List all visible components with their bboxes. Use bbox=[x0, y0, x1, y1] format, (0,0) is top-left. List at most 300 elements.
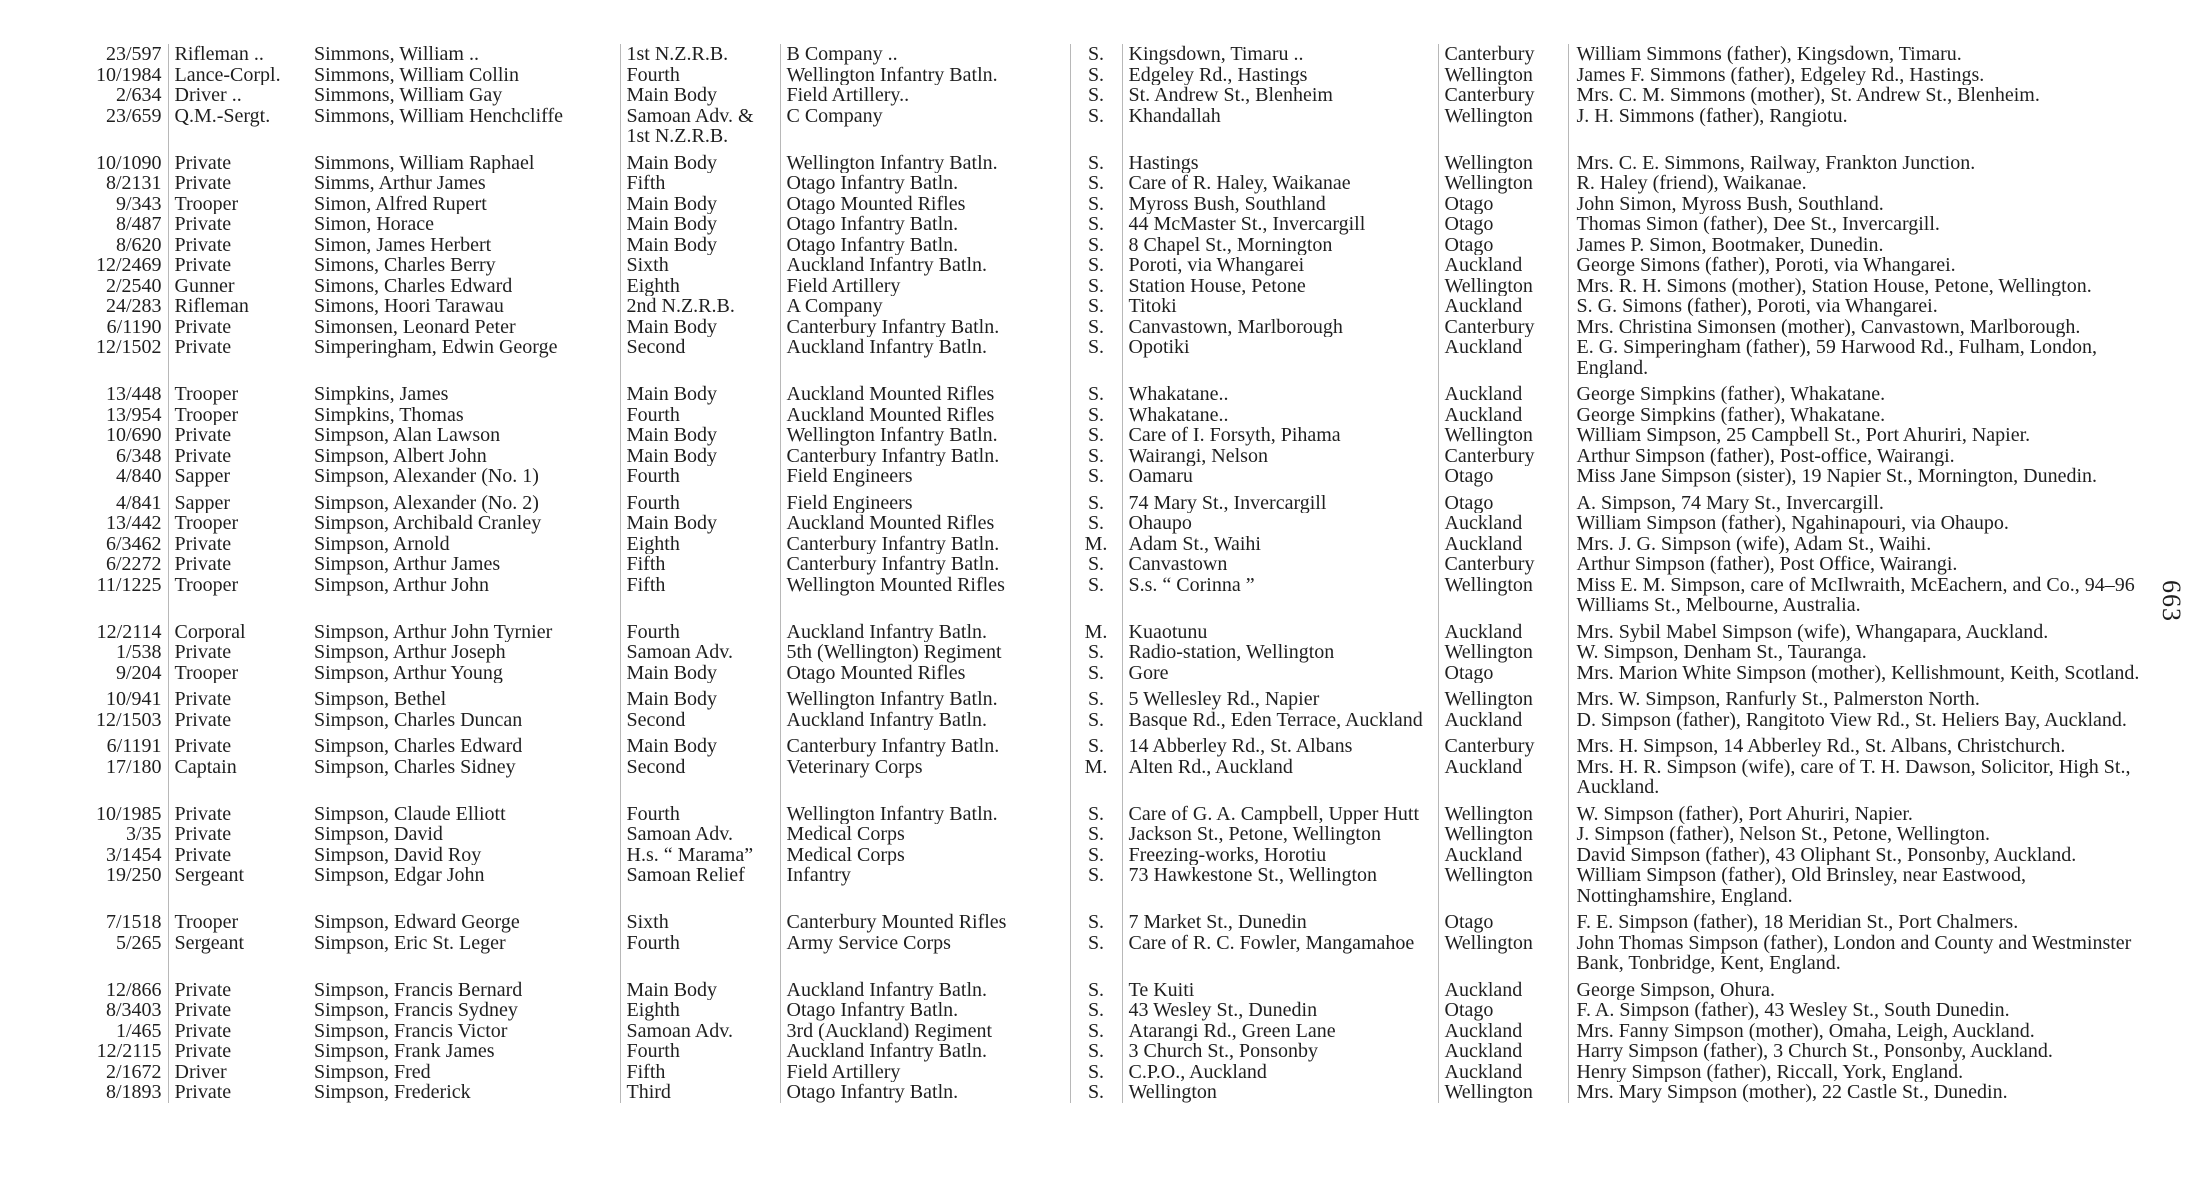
last-address: Kuaotunu bbox=[1122, 616, 1438, 643]
regimental-number: 3/35 bbox=[125, 824, 162, 845]
last-address: Care of I. Forsyth, Pihama bbox=[1122, 425, 1438, 446]
unit: Medical Corps bbox=[780, 824, 1070, 845]
draft: Main Body bbox=[620, 194, 780, 215]
district: Wellington bbox=[1438, 865, 1568, 906]
soldier-name: Simpson, Francis Bernard bbox=[314, 978, 523, 1000]
regimental-number: 4/841 bbox=[115, 491, 162, 513]
soldier-name: Simpson, Archibald Cranley bbox=[314, 513, 542, 534]
rank: Lance-Corpl. bbox=[168, 65, 308, 86]
marital-status: S. bbox=[1070, 554, 1122, 575]
last-address: Khandallah bbox=[1122, 106, 1438, 147]
soldier-name: Simpson, Arnold bbox=[314, 533, 450, 554]
last-address: 3 Church St., Ponsonby bbox=[1122, 1041, 1438, 1062]
district: Auckland bbox=[1438, 296, 1568, 317]
unit: Field Artillery bbox=[780, 1062, 1070, 1083]
unit: Auckland Infantry Batln. bbox=[780, 1041, 1070, 1062]
next-of-kin: Miss Jane Simpson (sister), 19 Napier St., Mornington, Dunedin. bbox=[1568, 466, 2142, 487]
regimental-number: 2/634 bbox=[115, 85, 162, 106]
unit: Wellington Infantry Batln. bbox=[780, 147, 1070, 174]
district: Wellington bbox=[1438, 173, 1568, 194]
draft: Eighth bbox=[620, 276, 780, 297]
regimental-number: 6/3462 bbox=[105, 533, 162, 554]
next-of-kin: R. Haley (friend), Waikanae. bbox=[1568, 173, 2142, 194]
next-of-kin: Mrs. J. G. Simpson (wife), Adam St., Waihi. bbox=[1568, 534, 2142, 555]
soldier-name: Simons, Charles Edward bbox=[314, 275, 513, 296]
regimental-number: 12/2114 bbox=[96, 620, 162, 642]
last-address: S.s. “ Corinna ” bbox=[1122, 575, 1438, 616]
marital-status: S. bbox=[1070, 513, 1122, 534]
soldier-name: Simpson, Arthur John bbox=[314, 574, 490, 596]
last-address: Adam St., Waihi bbox=[1122, 534, 1438, 555]
marital-status: S. bbox=[1070, 173, 1122, 194]
unit: Auckland Mounted Rifles bbox=[780, 513, 1070, 534]
draft: Sixth bbox=[620, 906, 780, 933]
unit: Auckland Infantry Batln. bbox=[780, 255, 1070, 276]
draft: 1st N.Z.R.B. bbox=[620, 44, 780, 65]
regimental-number: 8/1893 bbox=[105, 1082, 162, 1103]
rank: Private bbox=[168, 337, 308, 378]
unit: 5th (Wellington) Regiment bbox=[780, 642, 1070, 663]
soldier-name: Simons, Hoori Tarawau bbox=[314, 296, 504, 317]
draft: Fourth bbox=[620, 466, 780, 487]
district: Wellington bbox=[1438, 106, 1568, 147]
draft: Second bbox=[620, 337, 780, 378]
marital-status: S. bbox=[1070, 1000, 1122, 1021]
marital-status: S. bbox=[1070, 1062, 1122, 1083]
table-row bbox=[52, 710, 2142, 731]
marital-status: S. bbox=[1070, 147, 1122, 174]
next-of-kin: Thomas Simon (father), Dee St., Invercargill. bbox=[1568, 214, 2142, 235]
marital-status: S. bbox=[1070, 296, 1122, 317]
table-row bbox=[52, 425, 2142, 446]
next-of-kin: Mrs. H. Simpson, 14 Abberley Rd., St. Albans, Christchurch. bbox=[1568, 730, 2142, 757]
rank: Private bbox=[168, 730, 308, 757]
last-address: Gore bbox=[1122, 663, 1438, 684]
last-address: Hastings bbox=[1122, 147, 1438, 174]
table-row bbox=[52, 405, 2142, 426]
district: Auckland bbox=[1438, 974, 1568, 1001]
rank: Private bbox=[168, 446, 308, 467]
next-of-kin: James P. Simon, Bootmaker, Dunedin. bbox=[1568, 235, 2142, 256]
regimental-number: 10/1090 bbox=[95, 151, 162, 173]
next-of-kin: George Simpson, Ohura. bbox=[1568, 974, 2142, 1001]
next-of-kin: John Thomas Simpson (father), London and County and Westminster Bank, Tonbridge, Kent, England. bbox=[1568, 933, 2142, 974]
next-of-kin: A. Simpson, 74 Mary St., Invercargill. bbox=[1568, 487, 2142, 514]
last-address: Kingsdown, Timaru .. bbox=[1122, 44, 1438, 65]
draft: Main Body bbox=[620, 85, 780, 106]
marital-status: S. bbox=[1070, 65, 1122, 86]
rank: Trooper bbox=[168, 906, 308, 933]
unit: Otago Infantry Batln. bbox=[780, 1082, 1070, 1103]
rank: Private bbox=[168, 824, 308, 845]
last-address: 14 Abberley Rd., St. Albans bbox=[1122, 730, 1438, 757]
last-address: Care of G. A. Campbell, Upper Hutt bbox=[1122, 798, 1438, 825]
last-address: Te Kuiti bbox=[1122, 974, 1438, 1001]
draft: Fifth bbox=[620, 1062, 780, 1083]
unit: Veterinary Corps bbox=[780, 757, 1070, 798]
rank: Private bbox=[168, 642, 308, 663]
unit: Field Engineers bbox=[780, 466, 1070, 487]
soldier-name: Simpson, Arthur James bbox=[314, 554, 501, 575]
district: Otago bbox=[1438, 235, 1568, 256]
draft: 2nd N.Z.R.B. bbox=[620, 296, 780, 317]
table-row bbox=[52, 446, 2142, 467]
marital-status: S. bbox=[1070, 575, 1122, 616]
district: Wellington bbox=[1438, 642, 1568, 663]
unit: Otago Infantry Batln. bbox=[780, 1000, 1070, 1021]
unit: Canterbury Infantry Batln. bbox=[780, 554, 1070, 575]
unit: 3rd (Auckland) Regiment bbox=[780, 1021, 1070, 1042]
district: Wellington bbox=[1438, 933, 1568, 974]
soldier-name: Simonsen, Leonard Peter bbox=[314, 316, 516, 337]
last-address: C.P.O., Auckland bbox=[1122, 1062, 1438, 1083]
rank: Trooper bbox=[168, 575, 308, 616]
marital-status: M. bbox=[1070, 757, 1122, 798]
regimental-number: 1/538 bbox=[115, 642, 162, 663]
district: Otago bbox=[1438, 466, 1568, 487]
soldier-name: Simpson, David Roy bbox=[314, 844, 482, 865]
last-address: Ohaupo bbox=[1122, 513, 1438, 534]
last-address: Alten Rd., Auckland bbox=[1122, 757, 1438, 798]
next-of-kin: F. E. Simpson (father), 18 Meridian St., Port Chalmers. bbox=[1568, 906, 2142, 933]
district: Auckland bbox=[1438, 255, 1568, 276]
roll-body bbox=[52, 44, 2142, 1103]
regimental-number: 13/954 bbox=[105, 404, 162, 425]
marital-status: S. bbox=[1070, 317, 1122, 338]
draft: Fifth bbox=[620, 554, 780, 575]
draft: Fourth bbox=[620, 65, 780, 86]
table-row bbox=[52, 1021, 2142, 1042]
last-address: Opotiki bbox=[1122, 337, 1438, 378]
soldier-name: Simpson, Claude Elliott bbox=[314, 802, 506, 824]
table-row bbox=[52, 554, 2142, 575]
next-of-kin: William Simpson, 25 Campbell St., Port Ahuriri, Napier. bbox=[1568, 425, 2142, 446]
last-address: Oamaru bbox=[1122, 466, 1438, 487]
soldier-name: Simpson, Charles Edward bbox=[314, 735, 523, 757]
rank: Trooper bbox=[168, 663, 308, 684]
unit: Medical Corps bbox=[780, 845, 1070, 866]
rank: Rifleman bbox=[168, 296, 308, 317]
table-row bbox=[52, 1000, 2142, 1021]
unit: Canterbury Infantry Batln. bbox=[780, 730, 1070, 757]
marital-status: S. bbox=[1070, 933, 1122, 974]
last-address: 7 Market St., Dunedin bbox=[1122, 906, 1438, 933]
marital-status: S. bbox=[1070, 906, 1122, 933]
district: Canterbury bbox=[1438, 317, 1568, 338]
marital-status: S. bbox=[1070, 487, 1122, 514]
rank: Private bbox=[168, 1021, 308, 1042]
soldier-name: Simon, Alfred Rupert bbox=[314, 193, 487, 214]
rank: Private bbox=[168, 1082, 308, 1103]
marital-status: S. bbox=[1070, 446, 1122, 467]
soldier-name: Simpson, Charles Sidney bbox=[314, 756, 516, 778]
rank: Private bbox=[168, 683, 308, 710]
table-row bbox=[52, 616, 2142, 643]
district: Wellington bbox=[1438, 824, 1568, 845]
next-of-kin: Mrs. C. E. Simmons, Railway, Frankton Junction. bbox=[1568, 147, 2142, 174]
soldier-name: Simpson, Bethel bbox=[314, 688, 447, 710]
soldier-name: Simpson, Francis Victor bbox=[314, 1020, 508, 1041]
rank: Sergeant bbox=[168, 933, 308, 974]
marital-status: S. bbox=[1070, 466, 1122, 487]
soldier-name: Simpson, Edward George bbox=[314, 911, 520, 933]
table-row bbox=[52, 534, 2142, 555]
regimental-number: 6/348 bbox=[115, 445, 162, 466]
draft: Third bbox=[620, 1082, 780, 1103]
unit: Canterbury Infantry Batln. bbox=[780, 446, 1070, 467]
regimental-number: 1/465 bbox=[115, 1020, 162, 1041]
draft: H.s. “ Marama” bbox=[620, 845, 780, 866]
rank: Trooper bbox=[168, 194, 308, 215]
next-of-kin: Mrs. Fanny Simpson (mother), Omaha, Leigh, Auckland. bbox=[1568, 1021, 2142, 1042]
marital-status: S. bbox=[1070, 1041, 1122, 1062]
marital-status: S. bbox=[1070, 255, 1122, 276]
soldier-name: Simpkins, Thomas bbox=[314, 404, 464, 425]
table-row bbox=[52, 1082, 2142, 1103]
marital-status: S. bbox=[1070, 798, 1122, 825]
last-address: Canvastown, Marlborough bbox=[1122, 317, 1438, 338]
last-address: Atarangi Rd., Green Lane bbox=[1122, 1021, 1438, 1042]
regimental-number: 10/1985 bbox=[95, 802, 162, 824]
district: Auckland bbox=[1438, 405, 1568, 426]
table-row bbox=[52, 317, 2142, 338]
soldier-name: Simon, Horace bbox=[314, 214, 434, 235]
rank: Driver bbox=[168, 1062, 308, 1083]
table-row bbox=[52, 487, 2142, 514]
next-of-kin: George Simons (father), Poroti, via Whangarei. bbox=[1568, 255, 2142, 276]
last-address: Poroti, via Whangarei bbox=[1122, 255, 1438, 276]
next-of-kin: Henry Simpson (father), Riccall, York, England. bbox=[1568, 1062, 2142, 1083]
next-of-kin: Harry Simpson (father), 3 Church St., Ponsonby, Auckland. bbox=[1568, 1041, 2142, 1062]
marital-status: S. bbox=[1070, 425, 1122, 446]
draft: Fourth bbox=[620, 1041, 780, 1062]
marital-status: S. bbox=[1070, 683, 1122, 710]
table-row bbox=[52, 824, 2142, 845]
rank: Private bbox=[168, 554, 308, 575]
marital-status: S. bbox=[1070, 1082, 1122, 1103]
last-address: 73 Hawkestone St., Wellington bbox=[1122, 865, 1438, 906]
soldier-name: Simons, Charles Berry bbox=[314, 255, 496, 276]
district: Otago bbox=[1438, 663, 1568, 684]
unit: Wellington Infantry Batln. bbox=[780, 798, 1070, 825]
table-row bbox=[52, 933, 2142, 974]
district: Wellington bbox=[1438, 798, 1568, 825]
table-row bbox=[52, 85, 2142, 106]
unit: C Company bbox=[780, 106, 1070, 147]
regimental-number: 13/442 bbox=[105, 513, 162, 534]
regimental-number: 24/283 bbox=[105, 296, 162, 317]
draft: Main Body bbox=[620, 663, 780, 684]
regimental-number: 4/840 bbox=[115, 466, 162, 487]
table-row bbox=[52, 974, 2142, 1001]
regimental-number: 8/487 bbox=[115, 214, 162, 235]
nominal-roll-table bbox=[52, 44, 2142, 1103]
table-row bbox=[52, 730, 2142, 757]
table-row bbox=[52, 378, 2142, 405]
last-address: 8 Chapel St., Mornington bbox=[1122, 235, 1438, 256]
marital-status: S. bbox=[1070, 378, 1122, 405]
next-of-kin: Mrs. Christina Simonsen (mother), Canvastown, Marlborough. bbox=[1568, 317, 2142, 338]
regimental-number: 19/250 bbox=[105, 865, 162, 886]
district: Auckland bbox=[1438, 845, 1568, 866]
rank: Private bbox=[168, 147, 308, 174]
draft: Main Body bbox=[620, 317, 780, 338]
soldier-name: Simpson, Francis Sydney bbox=[314, 1000, 518, 1021]
unit: Canterbury Infantry Batln. bbox=[780, 534, 1070, 555]
draft: Main Body bbox=[620, 730, 780, 757]
soldier-name: Simpson, Eric St. Leger bbox=[314, 932, 506, 954]
rank: Private bbox=[168, 255, 308, 276]
next-of-kin: James F. Simmons (father), Edgeley Rd., Hastings. bbox=[1568, 65, 2142, 86]
unit: Otago Infantry Batln. bbox=[780, 235, 1070, 256]
marital-status: S. bbox=[1070, 214, 1122, 235]
regimental-number: 13/448 bbox=[105, 383, 162, 405]
soldier-name: Simmons, William Collin bbox=[314, 64, 519, 85]
unit: Auckland Infantry Batln. bbox=[780, 710, 1070, 731]
regimental-number: 6/1191 bbox=[106, 735, 162, 757]
soldier-name: Simon, James Herbert bbox=[314, 234, 492, 255]
soldier-name: Simpson, Arthur Joseph bbox=[314, 642, 506, 663]
district: Otago bbox=[1438, 487, 1568, 514]
marital-status: S. bbox=[1070, 276, 1122, 297]
rank: Private bbox=[168, 534, 308, 555]
table-row bbox=[52, 1062, 2142, 1083]
draft: Fifth bbox=[620, 575, 780, 616]
district: Auckland bbox=[1438, 757, 1568, 798]
soldier-name: Simpson, Frederick bbox=[314, 1082, 471, 1103]
unit: Wellington Infantry Batln. bbox=[780, 425, 1070, 446]
table-row bbox=[52, 147, 2142, 174]
soldier-name: Simpson, Arthur John Tyrnier bbox=[314, 620, 553, 642]
draft: Fourth bbox=[620, 405, 780, 426]
last-address: Whakatane.. bbox=[1122, 405, 1438, 426]
table-row bbox=[52, 663, 2142, 684]
next-of-kin: W. Simpson (father), Port Ahuriri, Napier. bbox=[1568, 798, 2142, 825]
table-row bbox=[52, 642, 2142, 663]
rank: Private bbox=[168, 798, 308, 825]
regimental-number: 11/1225 bbox=[96, 574, 162, 596]
district: Otago bbox=[1438, 906, 1568, 933]
next-of-kin: Arthur Simpson (father), Post-office, Wairangi. bbox=[1568, 446, 2142, 467]
last-address: Basque Rd., Eden Terrace, Auckland bbox=[1122, 710, 1438, 731]
unit: Otago Infantry Batln. bbox=[780, 214, 1070, 235]
regimental-number: 12/1502 bbox=[95, 337, 162, 358]
unit: Canterbury Infantry Batln. bbox=[780, 317, 1070, 338]
soldier-name: Simpson, Arthur Young bbox=[314, 662, 503, 683]
soldier-name: Simpson, Edgar John bbox=[314, 865, 485, 886]
next-of-kin: John Simon, Myross Bush, Southland. bbox=[1568, 194, 2142, 215]
unit: Auckland Infantry Batln. bbox=[780, 616, 1070, 643]
soldier-name: Simpson, Alan Lawson bbox=[314, 425, 501, 446]
unit: Auckland Mounted Rifles bbox=[780, 405, 1070, 426]
last-address: 44 McMaster St., Invercargill bbox=[1122, 214, 1438, 235]
district: Canterbury bbox=[1438, 44, 1568, 65]
next-of-kin: F. A. Simpson (father), 43 Wesley St., South Dunedin. bbox=[1568, 1000, 2142, 1021]
unit: Field Artillery.. bbox=[780, 85, 1070, 106]
rank: Private bbox=[168, 1000, 308, 1021]
regimental-number: 17/180 bbox=[105, 756, 162, 778]
last-address: Wellington bbox=[1122, 1082, 1438, 1103]
district: Auckland bbox=[1438, 513, 1568, 534]
district: Wellington bbox=[1438, 147, 1568, 174]
table-row bbox=[52, 757, 2142, 798]
unit: Otago Mounted Rifles bbox=[780, 194, 1070, 215]
last-address: Care of R. C. Fowler, Mangamahoe bbox=[1122, 933, 1438, 974]
next-of-kin: David Simpson (father), 43 Oliphant St., Ponsonby, Auckland. bbox=[1568, 845, 2142, 866]
marital-status: S. bbox=[1070, 824, 1122, 845]
unit: Canterbury Mounted Rifles bbox=[780, 906, 1070, 933]
last-address: Canvastown bbox=[1122, 554, 1438, 575]
regimental-number: 6/1190 bbox=[106, 316, 162, 337]
draft: Second bbox=[620, 757, 780, 798]
regimental-number: 6/2272 bbox=[105, 554, 162, 575]
marital-status: S. bbox=[1070, 663, 1122, 684]
rank: Private bbox=[168, 974, 308, 1001]
table-row bbox=[52, 173, 2142, 194]
regimental-number: 7/1518 bbox=[105, 911, 162, 933]
draft: Samoan Adv. bbox=[620, 642, 780, 663]
table-row bbox=[52, 235, 2142, 256]
marital-status: S. bbox=[1070, 845, 1122, 866]
last-address: St. Andrew St., Blenheim bbox=[1122, 85, 1438, 106]
rank: Captain bbox=[168, 757, 308, 798]
unit: Auckland Mounted Rifles bbox=[780, 378, 1070, 405]
draft: Main Body bbox=[620, 214, 780, 235]
soldier-name: Simpson, Albert John bbox=[314, 445, 487, 466]
rank: Private bbox=[168, 214, 308, 235]
district: Otago bbox=[1438, 214, 1568, 235]
rank: Sapper bbox=[168, 466, 308, 487]
unit: Wellington Infantry Batln. bbox=[780, 65, 1070, 86]
soldier-name: Simmons, William Gay bbox=[314, 85, 503, 106]
table-row bbox=[52, 513, 2142, 534]
unit: Otago Mounted Rifles bbox=[780, 663, 1070, 684]
regimental-number: 2/2540 bbox=[105, 275, 162, 296]
last-address: 5 Wellesley Rd., Napier bbox=[1122, 683, 1438, 710]
regimental-number: 8/2131 bbox=[105, 173, 162, 194]
next-of-kin: Mrs. H. R. Simpson (wife), care of T. H. Dawson, Solicitor, High St., Auckland. bbox=[1568, 757, 2142, 798]
next-of-kin: William Simpson (father), Ngahinapouri, via Ohaupo. bbox=[1568, 513, 2142, 534]
unit: Otago Infantry Batln. bbox=[780, 173, 1070, 194]
marital-status: S. bbox=[1070, 194, 1122, 215]
regimental-number: 10/690 bbox=[105, 425, 162, 446]
draft: Samoan Adv. bbox=[620, 1021, 780, 1042]
soldier-name: Simpson, Alexander (No. 2) bbox=[314, 491, 539, 513]
unit: Field Artillery bbox=[780, 276, 1070, 297]
regimental-number: 12/866 bbox=[105, 978, 162, 1000]
soldier-name: Simmons, William Raphael bbox=[314, 151, 535, 173]
last-address: Wairangi, Nelson bbox=[1122, 446, 1438, 467]
regimental-number: 10/941 bbox=[105, 688, 162, 710]
last-address: Myross Bush, Southland bbox=[1122, 194, 1438, 215]
next-of-kin: S. G. Simons (father), Poroti, via Whangarei. bbox=[1568, 296, 2142, 317]
district: Wellington bbox=[1438, 683, 1568, 710]
last-address: Freezing-works, Horotiu bbox=[1122, 845, 1438, 866]
soldier-name: Simpson, Alexander (No. 1) bbox=[314, 466, 539, 487]
next-of-kin: Mrs. Marion White Simpson (mother), Kellishmount, Keith, Scotland. bbox=[1568, 663, 2142, 684]
next-of-kin: William Simpson (father), Old Brinsley, near Eastwood, Nottinghamshire, England. bbox=[1568, 865, 2142, 906]
district: Wellington bbox=[1438, 425, 1568, 446]
draft: Main Body bbox=[620, 425, 780, 446]
regimental-number: 23/597 bbox=[105, 44, 162, 65]
rank: Corporal bbox=[168, 616, 308, 643]
regimental-number: 9/343 bbox=[115, 193, 162, 214]
soldier-name: Simmons, William .. bbox=[314, 44, 479, 65]
rank: Private bbox=[168, 710, 308, 731]
district: Wellington bbox=[1438, 65, 1568, 86]
marital-status: S. bbox=[1070, 106, 1122, 147]
rank: Private bbox=[168, 173, 308, 194]
